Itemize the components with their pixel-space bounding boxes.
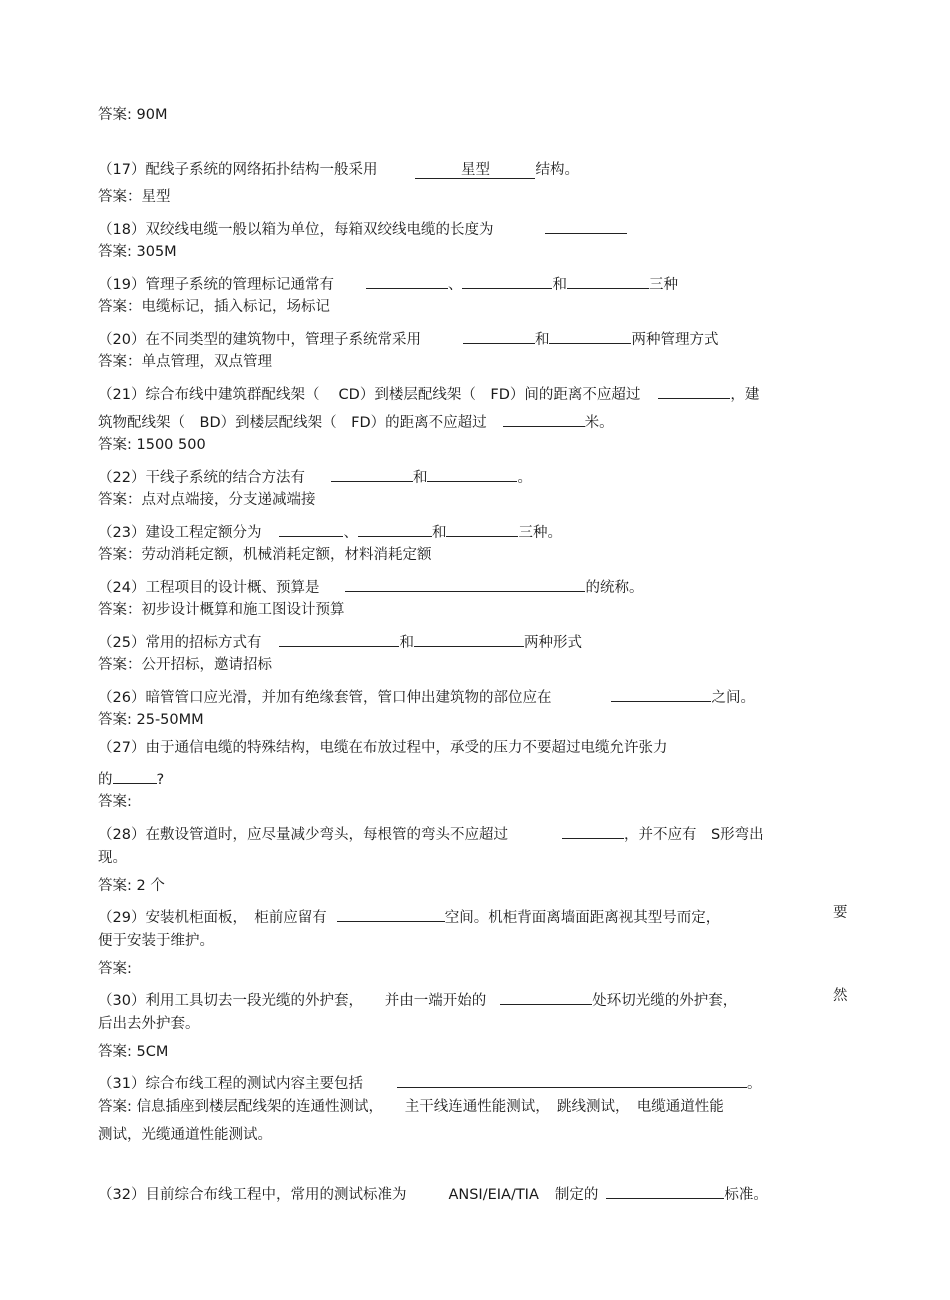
answer-25: 答案：公开招标，邀请招标 <box>98 657 272 673</box>
separator: 、 <box>343 525 358 541</box>
question-30-line2: 后出去外护套。 <box>98 1016 200 1032</box>
question-24-end: 的统称。 <box>585 580 644 596</box>
question-26 <box>98 683 755 708</box>
answer-31-line2: 测试，光缆通道性能测试。 <box>98 1127 272 1143</box>
question-25-text: （25）常用的招标方式有 <box>98 635 262 651</box>
answer-28: 答案: 2 个 <box>98 878 165 894</box>
question-28-end: ，并不应有 S形弯出 <box>623 827 764 843</box>
question-31-end: 。 <box>746 1076 762 1092</box>
question-27-text2: 的 <box>98 772 113 788</box>
question-27-line1: （27）由于通信电缆的特殊结构，电缆在布放过程中，承受的压力不要超过电缆允许张力 <box>98 740 668 756</box>
question-27-end: ? <box>156 772 165 788</box>
question-30-mid: 处环切光缆的外护套， <box>592 993 738 1009</box>
question-19-text: （19）管理子系统的管理标记通常有 <box>98 277 334 293</box>
question-20-text: （20）在不同类型的建筑物中，管理子系统常采用 <box>98 332 421 348</box>
question-27-line2 <box>98 765 164 790</box>
question-32-mid: 制定的 <box>554 1187 599 1203</box>
question-29-mid: 空间。机柜背面离墙面距离视其型号而定， <box>444 910 721 926</box>
question-31-text: （31）综合布线工程的测试内容主要包括 <box>98 1076 363 1092</box>
blank-29 <box>337 903 445 922</box>
question-31 <box>98 1069 761 1094</box>
question-30-end: 然 <box>833 988 848 1004</box>
question-21-end2: 米。 <box>584 415 614 431</box>
question-19 <box>98 270 678 295</box>
blank-19a <box>366 270 448 289</box>
blank-20b <box>549 325 631 344</box>
separator: 和 <box>431 525 447 541</box>
question-32-end: 标准。 <box>724 1187 768 1203</box>
answer-26: 答案: 25-50MM <box>98 712 204 728</box>
separator: 和 <box>552 277 567 293</box>
question-22-text: （22）干线子系统的结合方法有 <box>98 470 305 486</box>
question-32 <box>98 1180 768 1205</box>
blank-25b <box>414 628 524 647</box>
blank-23c <box>446 518 518 537</box>
question-29-line2: 便于安装于维护。 <box>98 933 214 949</box>
question-28-line2: 现。 <box>98 850 127 866</box>
blank-25a <box>279 628 399 647</box>
question-25-end: 两种形式 <box>523 635 582 651</box>
answer-21: 答案: 1500 500 <box>98 437 206 453</box>
blank-31 <box>397 1069 747 1088</box>
answer-24: 答案：初步设计概算和施工图设计预算 <box>98 602 345 618</box>
blank-21a <box>658 380 730 399</box>
blank-17-answer: 星型 <box>460 162 490 178</box>
question-22-end: 。 <box>517 470 532 486</box>
blank-22a <box>331 463 413 482</box>
question-21-end: ，建 <box>730 387 760 403</box>
question-22 <box>98 463 532 488</box>
question-32-text: （32）目前综合布线工程中，常用的测试标准为 <box>98 1187 407 1203</box>
question-23 <box>98 518 562 543</box>
question-28-line1 <box>98 820 764 845</box>
question-23-text: （23）建设工程定额分为 <box>98 525 262 541</box>
answer-22: 答案：点对点端接，分支递减端接 <box>98 492 316 508</box>
question-17 <box>98 160 579 180</box>
answer-20: 答案：单点管理，双点管理 <box>98 354 272 370</box>
blank-18 <box>545 215 627 234</box>
question-24 <box>98 573 643 598</box>
question-17-end: 结构。 <box>535 162 579 178</box>
question-25 <box>98 628 582 653</box>
question-19-end: 三种 <box>648 277 678 293</box>
question-26-end: 之间。 <box>711 690 755 706</box>
question-29-text: （29）安装机柜面板， 柜前应留有 <box>98 910 327 926</box>
question-21-line1 <box>98 380 759 405</box>
answer-17: 答案：星型 <box>98 189 171 205</box>
question-21-text: （21）综合布线中建筑群配线架（ CD）到楼层配线架（ FD）间的距离不应超过 <box>98 387 641 403</box>
blank-26 <box>611 683 711 702</box>
question-17-text: （17）配线子系统的网络拓扑结构一般采用 <box>98 162 378 178</box>
question-18 <box>98 215 627 240</box>
question-20 <box>98 325 718 350</box>
blank-32 <box>606 1180 724 1199</box>
standard-name: ANSI/EIA/TIA <box>448 1187 539 1203</box>
question-29-line1 <box>98 903 848 928</box>
blank-28 <box>562 820 624 839</box>
blank-23b <box>358 518 432 537</box>
blank-19b <box>462 270 552 289</box>
blank-22b <box>427 463 517 482</box>
answer-16: 答案: 90M <box>98 107 168 123</box>
answer-27: 答案: <box>98 794 132 810</box>
question-20-end: 两种管理方式 <box>631 332 719 348</box>
blank-17 <box>415 160 535 179</box>
question-18-text: （18）双绞线电缆一般以箱为单位，每箱双绞线电缆的长度为 <box>98 222 494 238</box>
answer-29: 答案: <box>98 961 132 977</box>
blank-20a <box>463 325 535 344</box>
separator: 、 <box>447 277 463 293</box>
answer-23: 答案：劳动消耗定额，机械消耗定额，材料消耗定额 <box>98 547 432 563</box>
question-23-end: 三种。 <box>518 525 562 541</box>
question-24-text: （24）工程项目的设计概、预算是 <box>98 580 320 596</box>
question-30-text: （30）利用工具切去一段光缆的外护套， 并由一端开始的 <box>98 993 487 1009</box>
blank-30 <box>500 986 592 1005</box>
answer-18: 答案: 305M <box>98 244 177 260</box>
question-21-line2 <box>98 408 614 433</box>
separator: 和 <box>412 470 428 486</box>
blank-24 <box>345 573 585 592</box>
blank-19c <box>567 270 649 289</box>
question-21-text2: 筑物配线架（ BD）到楼层配线架（ FD）的距离不应超过 <box>98 415 487 431</box>
question-28-text: （28）在敷设管道时，应尽量减少弯头，每根管的弯头不应超过 <box>98 827 508 843</box>
answer-30: 答案: 5CM <box>98 1044 169 1060</box>
blank-21b <box>503 408 585 427</box>
question-29-end: 要 <box>833 905 848 921</box>
answer-31-line1: 答案: 信息插座到楼层配线架的连通性测试， 主干线连通性能测试， 跳线测试， 电缆通道性能 <box>98 1099 724 1115</box>
separator: 和 <box>399 635 414 651</box>
separator: 和 <box>534 332 550 348</box>
answer-19: 答案：电缆标记，插入标记，场标记 <box>98 299 330 315</box>
blank-27 <box>113 765 157 784</box>
question-30-line1 <box>98 986 848 1011</box>
blank-23a <box>279 518 343 537</box>
question-26-text: （26）暗管管口应光滑，并加有绝缘套管，管口伸出建筑物的部位应在 <box>98 690 552 706</box>
